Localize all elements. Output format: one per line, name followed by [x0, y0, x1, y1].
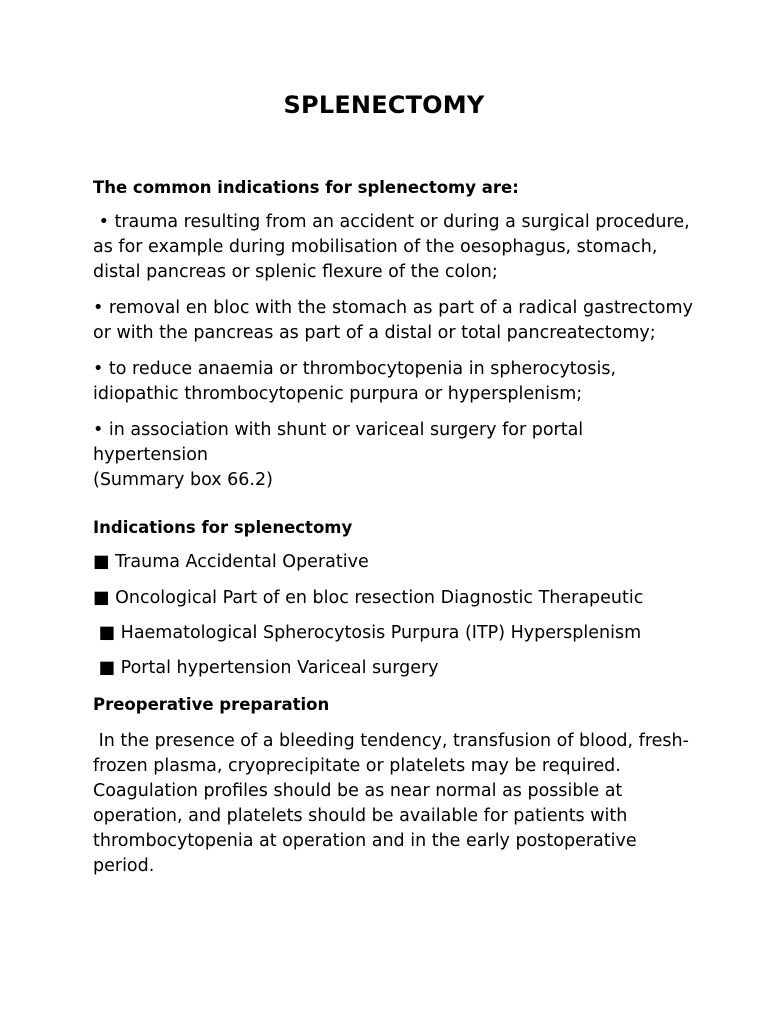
bullet-en-bloc: • removal en bloc with the stomach as part of a radical gastrectomy or with the pancreas as part of a distal or total pancreatectomy; — [93, 298, 693, 343]
indication-item-portal: ■ Portal hypertension Variceal surgery — [93, 658, 439, 678]
indications-list-heading: Indications for splenectomy — [93, 518, 353, 537]
bullet-anaemia: • to reduce anaemia or thrombocytopenia in spherocytosis, idiopathic thrombocytopenic purpura or hypersplenism; — [93, 359, 617, 404]
bullet-trauma: • trauma resulting from an accident or during a surgical procedure, as for example during mobilisation of the oesophagus, stomach, distal pancreas or splenic flexure of the colon; — [93, 212, 690, 282]
indication-item-trauma: ■ Trauma Accidental Operative — [93, 552, 369, 572]
page-title: SPLENECTOMY — [283, 91, 485, 119]
preoperative-paragraph: In the presence of a bleeding tendency, transfusion of blood, fresh- frozen plasma, cryoprecipitate or platelets may be required. Coagulation profiles should be as near normal as possible at operation, and platelets should be available for patients with thrombocytopenia at operation and in the early postoperative period. — [93, 731, 689, 876]
indication-item-oncological: ■ Oncological Part of en bloc resection Diagnostic Therapeutic — [93, 588, 644, 608]
preoperative-heading: Preoperative preparation — [93, 695, 330, 714]
indication-item-haematological: ■ Haematological Spherocytosis Purpura (ITP) Hypersplenism — [93, 623, 642, 643]
indications-heading: The common indications for splenectomy are: — [93, 178, 519, 197]
bullet-portal-hypertension: • in association with shunt or variceal surgery for portal hypertension (Summary box 66.2) — [93, 420, 584, 490]
